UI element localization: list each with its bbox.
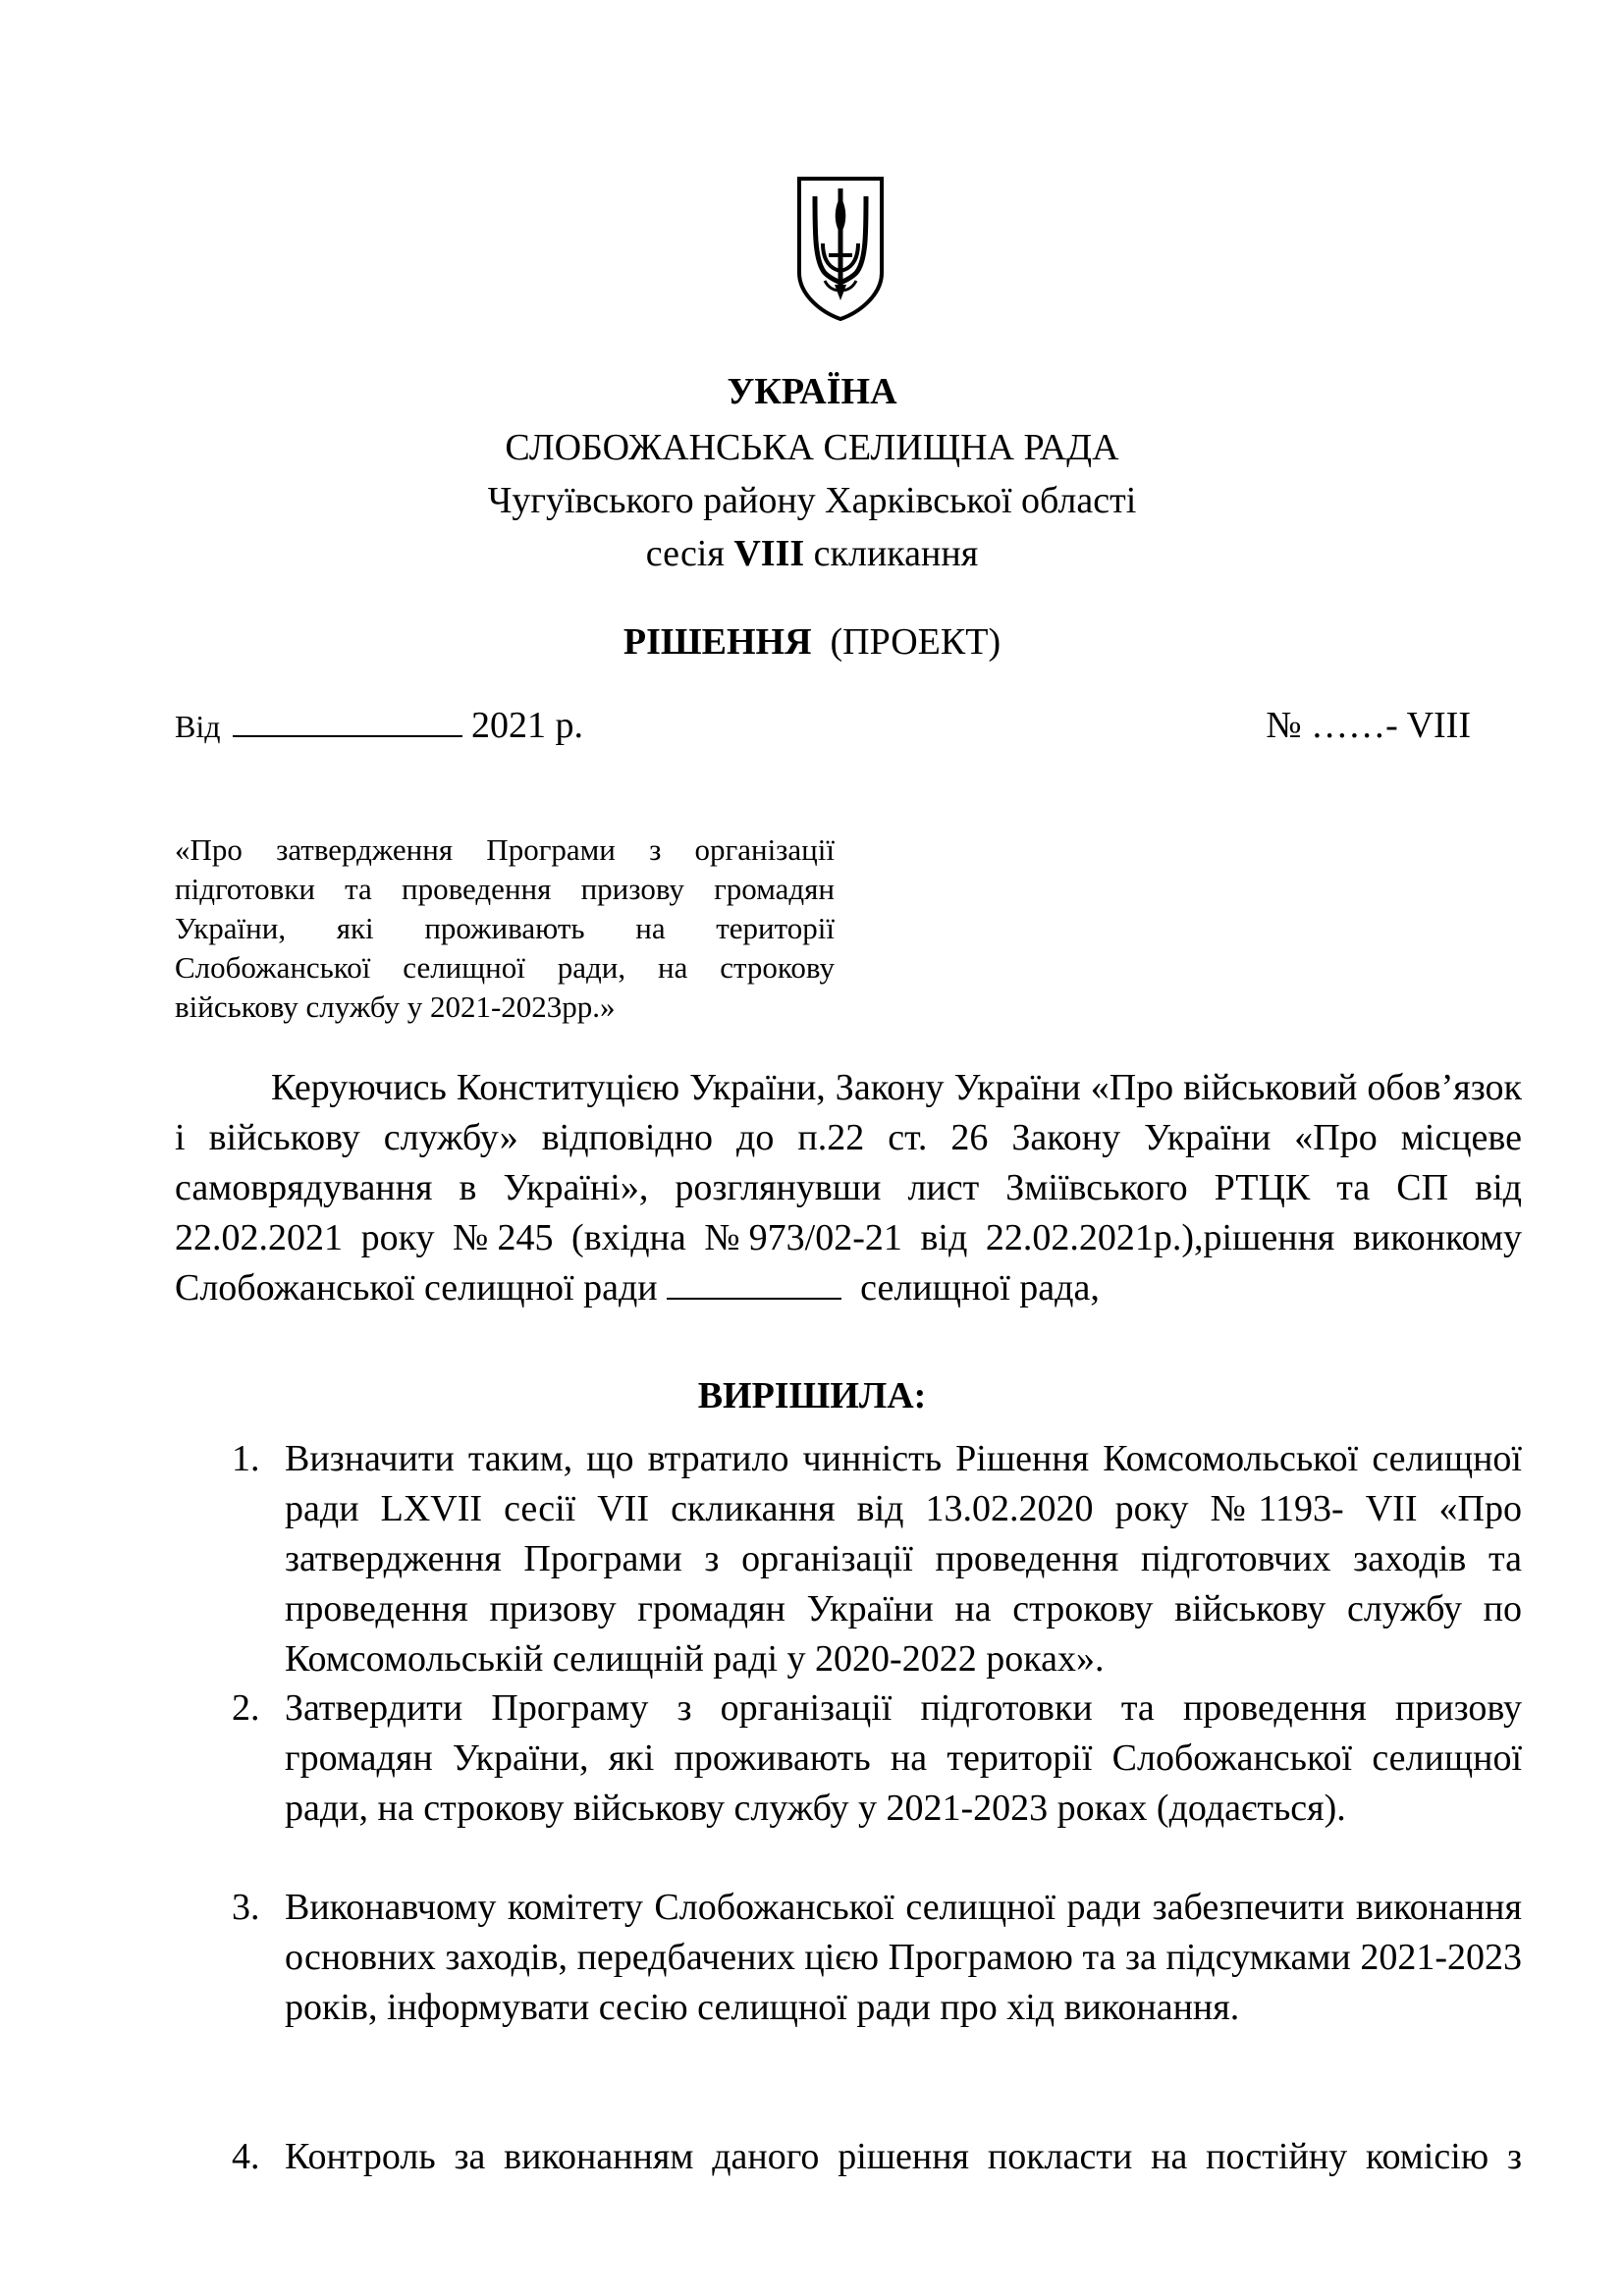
date-field <box>175 702 583 750</box>
preamble-main: Керуючись Конституцією України, Закону України «Про військовий обов’язок і військову службу» відповідно до п.22 ст. 26 Закону України «Про місцеве самоврядування в Україні», розглянувши лист Зміївського РТЦК та СП від 22.02.2021 року №245 (вхідна №973/02-21 від 22.02.2021р.),рішення виконкому Слобожанської селищної ради <box>175 1067 1522 1308</box>
list-item <box>232 1683 1522 1834</box>
date-number-line <box>175 702 1471 751</box>
preamble-tail: селищної рада, <box>860 1267 1100 1308</box>
list-item-text: Контроль за виконанням даного рішення покласти на постійну комісію з <box>285 2136 1522 2177</box>
decision-title: РІШЕННЯ <box>623 621 812 663</box>
session-heading <box>0 530 1624 577</box>
list-item-text: Затвердити Програму з організації підготовки та проведення призову громадян України, які проживають на території Слобожанської селищної ради, на строкову військову службу у 2021-2023 роках (додається). <box>285 1687 1522 1829</box>
session-convocation: VIII <box>733 533 805 574</box>
from-label: Від <box>175 709 221 744</box>
decision-heading <box>0 618 1624 666</box>
list-item-text: Визначити таким, що втратило чинність Рішення Комсомольської селищної ради LXVII сесії VII скликання від 13.02.2020 року №1193- VII «Про затвердження Програми з організації проведення підготовчих заходів та проведення призову громадян України на строкову військову службу по Комсомольській селищній раді у 2020-2022 роках». <box>285 1438 1522 1680</box>
list-item-text: Виконавчому комітету Слобожанської селищної ради забезпечити виконання основних заходів, передбачених цією Програмою та за підсумками 2021-2023 років, інформувати сесію селищної ради про хід виконання. <box>285 1887 1522 2028</box>
district-heading: Чугуївського району Харківської області <box>487 480 1137 521</box>
session-prefix: сесія <box>645 533 734 574</box>
year-text: 2021 р. <box>471 705 584 746</box>
decision-subject: «Про затвердження Програми з організації підготовки та проведення призову громадян України, які проживають на території Слобожанської селищної ради, на строкову військову службу у 2021-2023рр.» <box>175 832 835 1024</box>
session-suffix: скликання <box>804 533 979 574</box>
list-item <box>232 1434 1522 1684</box>
list-item <box>232 1883 1522 2033</box>
day-blank <box>233 704 280 737</box>
month-blank <box>280 704 462 737</box>
preamble-blank <box>667 1268 841 1300</box>
decision-number: № ……- VIII <box>1266 705 1471 746</box>
draft-mark: (ПРОЕКТ) <box>830 621 1001 663</box>
country-heading: УКРАЇНА <box>727 371 897 412</box>
list-item <box>232 2132 1522 2182</box>
preamble-paragraph <box>175 1063 1522 1313</box>
list-item-number: 3. <box>232 1887 260 1928</box>
list-item-number: 4. <box>232 2136 260 2177</box>
resolved-heading: ВИРІШИЛА: <box>697 1375 927 1416</box>
trident-emblem-icon <box>795 175 886 322</box>
list-item-number: 1. <box>232 1438 260 1479</box>
list-item-number: 2. <box>232 1687 260 1729</box>
council-heading: СЛОБОЖАНСЬКА СЕЛИЩНА РАДА <box>505 427 1119 468</box>
